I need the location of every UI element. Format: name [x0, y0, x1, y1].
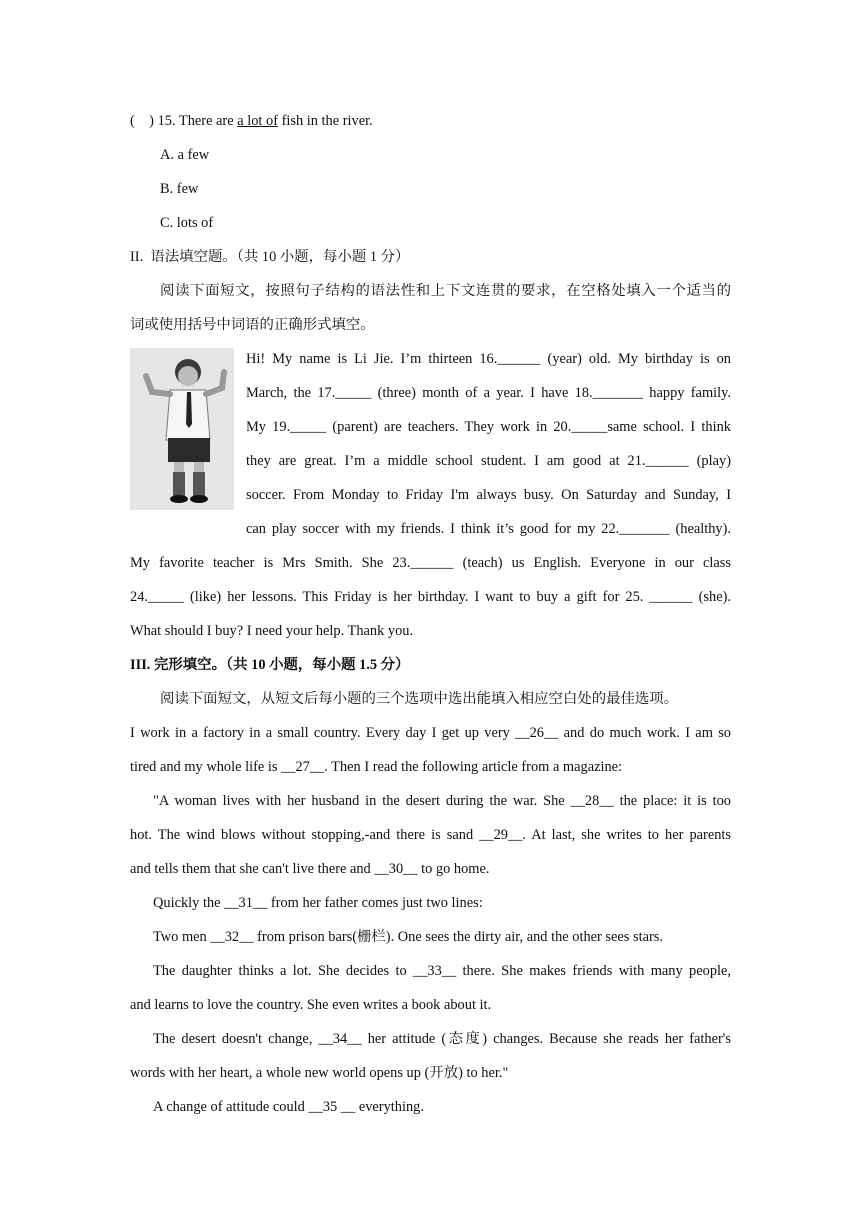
cloze-line: and tells them that she can't live there and __30__ to go home.	[130, 861, 490, 877]
cloze-line: The desert doesn't change, __34__ her attitude (态度) changes. Because she reads her father's	[153, 1031, 731, 1047]
option-a: A. a few	[160, 147, 210, 163]
passage-line: My favorite teacher is Mrs Smith. She 23.______ (teach) us English. Everyone in our class	[130, 555, 731, 571]
section-2-instruction-2: 词或使用括号中词语的正确形式填空。	[130, 317, 375, 333]
cloze-line: words with her heart, a whole new world opens up (开放) to her."	[130, 1065, 509, 1081]
passage-line: What should I buy? I need your help. Thank you.	[130, 623, 414, 639]
cloze-line: I work in a factory in a small country. Every day I get up very __26__ and do much work. I am so	[130, 725, 731, 741]
question-15-rest: fish in the river.	[277, 113, 373, 129]
cloze-line: hot. The wind blows without stopping,-and there is sand __29__. At last, she writes to her parents	[130, 827, 731, 843]
option-c: C. lots of	[160, 215, 214, 231]
section-3-title	[130, 648, 731, 682]
passage-line: My 19._____ (parent) are teachers. They work in 20._____same school. I think	[246, 419, 731, 435]
section-2-instruction-1: 阅读下面短文，按照句子结构的语法性和上下文连贯的要求，在空格处填入一个适当的	[160, 283, 731, 299]
cloze-line: and learns to love the country. She even writes a book about it.	[130, 997, 492, 1013]
passage-with-photo	[130, 342, 731, 546]
cloze-line: The daughter thinks a lot. She decides to __33__ there. She makes friends with many people,	[153, 963, 731, 979]
passage-line: March, the 17._____ (three) month of a year. I have 18._______ happy family.	[246, 385, 731, 401]
passage-line: 24._____ (like) her lessons. This Friday is her birthday. I want to buy a gift for 25. ______ (she).	[130, 589, 731, 605]
section-3-instruction: 阅读下面短文，从短文后每小题的三个选项中选出能填入相应空白处的最佳选项。	[160, 691, 679, 707]
cloze-line: tired and my whole life is __27__. Then I read the following article from a magazine:	[130, 759, 623, 775]
passage-line: Hi! My name is Li Jie. I’m thirteen 16.______ (year) old. My birthday is on	[246, 351, 731, 367]
underlined-phrase: a lot of	[237, 113, 278, 129]
question-15	[130, 104, 731, 138]
worksheet-page	[130, 104, 731, 1124]
boy-photo-image	[130, 348, 234, 510]
cloze-line: A change of attitude could __35 __ everything.	[153, 1099, 424, 1115]
cloze-line: "A woman lives with her husband in the desert during the war. She __28__ the place: it is too	[153, 793, 731, 809]
cloze-line: Quickly the __31__ from her father comes just two lines:	[153, 895, 483, 911]
section-3-heading: 完形填空。（共 10 小题，每小题 1.5 分）	[150, 657, 410, 673]
passage-line: can play soccer with my friends. I think it’s good for my 22._______ (healthy).	[246, 521, 731, 537]
option-b: B. few	[160, 181, 199, 197]
cloze-line: Two men __32__ from prison bars(栅栏). One sees the dirty air, and the other sees stars.	[153, 929, 663, 945]
section-3-number: III.	[130, 657, 151, 673]
question-15-stem: ( ) 15. There are	[130, 113, 238, 129]
passage-line: soccer. From Monday to Friday I'm always busy. On Saturday and Sunday, I	[246, 487, 731, 503]
section-2-title: II. 语法填空题。（共 10 小题，每小题 1 分）	[130, 249, 410, 265]
passage-line: they are great. I’m a middle school student. I am good at 21.______ (play)	[246, 453, 731, 469]
